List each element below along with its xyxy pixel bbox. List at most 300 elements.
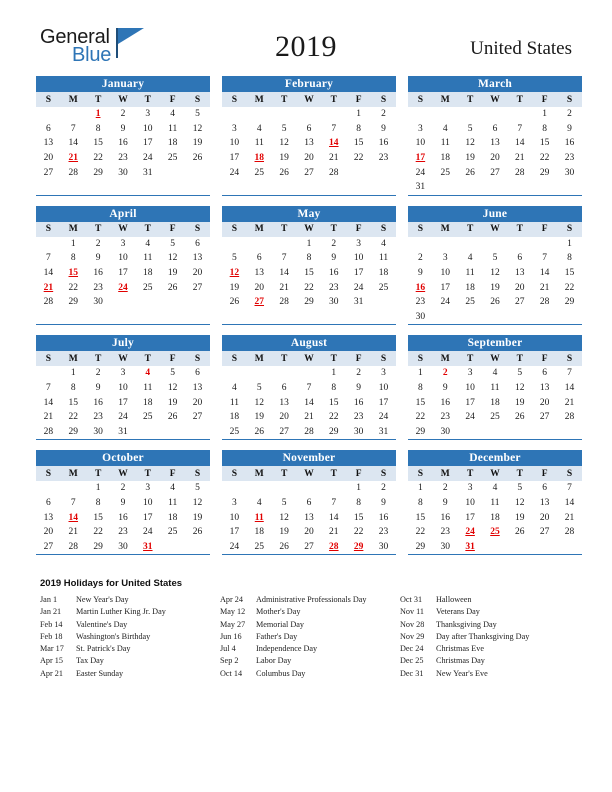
empty-day-cell <box>36 366 61 381</box>
holiday-name: St. Patrick's Day <box>76 644 131 654</box>
day-cell: 30 <box>378 541 389 552</box>
day-cell: 14 <box>304 397 314 408</box>
holiday-day-cell: 29 <box>353 541 364 552</box>
weekday-header-cell: S <box>557 351 582 366</box>
day-cell: 5 <box>170 368 176 379</box>
day-cell: 4 <box>467 253 473 264</box>
day-cell: 10 <box>229 138 240 149</box>
day-cell: 5 <box>517 483 523 494</box>
weekday-header-cell: T <box>86 466 111 481</box>
day-cell: 25 <box>167 527 178 538</box>
day-cell: 5 <box>467 123 473 134</box>
day-cell: 4 <box>170 483 176 494</box>
day-cell: 8 <box>418 383 423 394</box>
day-cell: 11 <box>143 383 153 394</box>
week-row <box>222 481 396 496</box>
day-cell: 2 <box>331 238 337 249</box>
week-row <box>36 280 210 295</box>
empty-day-cell <box>532 425 557 440</box>
day-cell: 16 <box>564 138 575 149</box>
day-cell: 19 <box>192 138 203 149</box>
day-cell: 26 <box>279 167 289 178</box>
holiday-date: May 12 <box>220 607 246 617</box>
week-row <box>36 165 210 180</box>
weekday-header-cell: S <box>371 351 396 366</box>
month-title: March <box>408 76 582 92</box>
empty-day-cell <box>222 481 247 496</box>
week-row <box>408 136 582 151</box>
day-cell: 8 <box>542 123 548 134</box>
day-cell: 2 <box>418 253 423 264</box>
day-cell: 1 <box>542 109 548 120</box>
day-cell: 6 <box>306 123 312 134</box>
day-cell: 15 <box>68 397 79 408</box>
empty-day-cell <box>185 295 210 310</box>
holiday-name: Christmas Eve <box>436 644 484 654</box>
holiday-day-cell: 27 <box>254 297 265 308</box>
day-cell: 24 <box>465 412 475 423</box>
week-row <box>408 280 582 295</box>
day-cell: 24 <box>440 297 451 308</box>
weekday-header-cell: S <box>371 466 396 481</box>
weekday-header-cell: T <box>272 466 297 481</box>
holiday-name: Veterans Day <box>436 607 480 617</box>
day-cell: 26 <box>465 167 475 178</box>
empty-day-cell <box>135 295 160 310</box>
day-cell: 27 <box>43 167 54 178</box>
day-cell: 21 <box>43 412 54 423</box>
day-cell: 21 <box>515 153 525 164</box>
month-days-table <box>408 351 582 439</box>
day-cell: 17 <box>440 282 451 293</box>
day-cell: 24 <box>353 282 364 293</box>
month-title: July <box>36 335 210 351</box>
weekday-header-cell: W <box>483 351 508 366</box>
day-cell: 25 <box>143 412 153 423</box>
day-cell: 15 <box>93 512 103 523</box>
holiday-day-cell: 14 <box>68 512 79 523</box>
day-cell: 17 <box>229 153 240 164</box>
empty-day-cell <box>532 237 557 252</box>
logo-text-blue: Blue <box>72 44 112 66</box>
day-cell: 7 <box>542 253 548 264</box>
day-cell: 13 <box>43 138 54 149</box>
weekday-header-cell: M <box>61 222 86 237</box>
day-cell: 25 <box>254 167 265 178</box>
day-cell: 16 <box>93 397 103 408</box>
day-cell: 12 <box>465 138 475 149</box>
weekday-header-cell: F <box>532 466 557 481</box>
month-days-table <box>408 92 582 195</box>
day-cell: 10 <box>143 123 153 134</box>
weekday-header-cell: M <box>433 351 458 366</box>
holiday-date: Sep 2 <box>220 656 239 666</box>
day-cell: 21 <box>304 412 314 423</box>
holiday-legend-row <box>220 594 400 606</box>
empty-day-cell <box>458 425 483 440</box>
week-row <box>222 151 396 166</box>
week-row <box>36 266 210 281</box>
day-cell: 17 <box>118 397 128 408</box>
month-block-november <box>222 450 396 555</box>
day-cell: 9 <box>95 253 101 264</box>
weekday-header-cell: M <box>433 92 458 107</box>
week-row <box>222 165 396 180</box>
empty-day-cell <box>185 165 210 180</box>
day-cell: 6 <box>256 253 262 264</box>
day-cell: 2 <box>120 109 126 120</box>
day-cell: 14 <box>564 497 575 508</box>
day-cell: 16 <box>118 138 128 149</box>
day-cell: 21 <box>564 512 575 523</box>
week-row <box>222 295 396 310</box>
holiday-day-cell: 24 <box>465 527 475 538</box>
day-cell: 19 <box>465 153 475 164</box>
month-days-table <box>36 222 210 310</box>
day-cell: 29 <box>329 426 339 437</box>
holiday-legend-row <box>40 606 220 618</box>
day-cell: 18 <box>143 268 153 279</box>
day-cell: 13 <box>539 383 550 394</box>
day-cell: 22 <box>68 412 79 423</box>
day-cell: 6 <box>195 238 200 249</box>
day-cell: 20 <box>304 153 314 164</box>
holiday-date: Mar 17 <box>40 644 64 654</box>
day-cell: 13 <box>192 383 203 394</box>
holiday-date: Feb 18 <box>40 631 63 641</box>
weekday-header-cell: F <box>346 92 371 107</box>
empty-day-cell <box>557 425 582 440</box>
day-cell: 18 <box>254 527 265 538</box>
week-row <box>222 107 396 122</box>
day-cell: 20 <box>192 397 203 408</box>
empty-day-cell <box>483 425 508 440</box>
day-cell: 3 <box>145 109 151 120</box>
weekday-header-cell: F <box>532 92 557 107</box>
day-cell: 7 <box>46 383 51 394</box>
day-cell: 13 <box>304 138 314 149</box>
day-cell: 16 <box>378 138 389 149</box>
weekday-header-cell: F <box>160 351 185 366</box>
month-title: February <box>222 76 396 92</box>
day-cell: 6 <box>492 123 498 134</box>
day-cell: 19 <box>254 412 265 423</box>
empty-day-cell <box>557 180 582 195</box>
day-cell: 30 <box>353 426 364 437</box>
day-cell: 13 <box>254 268 265 279</box>
day-cell: 4 <box>232 383 237 394</box>
holiday-legend-row <box>220 668 400 680</box>
weekday-header-cell: M <box>247 92 272 107</box>
day-cell: 11 <box>465 268 475 279</box>
holiday-day-cell: 11 <box>254 512 264 523</box>
week-row <box>36 395 210 410</box>
week-row <box>222 496 396 511</box>
holiday-name: Labor Day <box>256 656 292 666</box>
week-row <box>408 525 582 540</box>
month-title: August <box>222 335 396 351</box>
weekday-header-cell: T <box>458 466 483 481</box>
day-cell: 19 <box>279 527 289 538</box>
month-block-october <box>36 450 210 555</box>
month-block-august <box>222 335 396 440</box>
empty-day-cell <box>458 180 483 195</box>
week-row <box>36 410 210 425</box>
day-cell: 2 <box>442 483 448 494</box>
day-cell: 28 <box>68 167 79 178</box>
weekday-header-cell: S <box>557 222 582 237</box>
month-days-table <box>222 351 396 439</box>
day-cell: 16 <box>440 397 451 408</box>
day-cell: 30 <box>118 541 128 552</box>
day-cell: 18 <box>229 412 240 423</box>
weekday-header-row <box>36 466 210 481</box>
day-cell: 1 <box>70 238 76 249</box>
weekday-header-row <box>36 351 210 366</box>
day-cell: 10 <box>440 268 451 279</box>
day-cell: 6 <box>281 383 287 394</box>
empty-day-cell <box>557 539 582 554</box>
day-cell: 15 <box>564 268 575 279</box>
holiday-legend-row <box>400 606 580 618</box>
holiday-name: Valentine's Day <box>76 619 128 629</box>
day-cell: 30 <box>440 426 451 437</box>
month-block-june <box>408 206 582 326</box>
holiday-day-cell: 21 <box>43 282 54 293</box>
day-cell: 8 <box>567 253 572 264</box>
day-cell: 8 <box>95 497 101 508</box>
day-cell: 14 <box>43 268 54 279</box>
holiday-day-cell: 2 <box>442 368 448 379</box>
holiday-legend-row <box>220 643 400 655</box>
month-days-table <box>222 222 396 310</box>
weekday-header-row <box>36 92 210 107</box>
day-cell: 5 <box>492 253 498 264</box>
day-cell: 10 <box>353 253 364 264</box>
month-block-april <box>36 206 210 326</box>
day-cell: 7 <box>517 123 523 134</box>
empty-day-cell <box>222 107 247 122</box>
weekday-header-cell: S <box>36 92 61 107</box>
week-row <box>222 136 396 151</box>
week-row <box>408 510 582 525</box>
holiday-name: Easter Sunday <box>76 668 124 678</box>
weekday-header-cell: M <box>247 351 272 366</box>
weekday-header-cell: F <box>532 351 557 366</box>
weekday-header-cell: S <box>222 351 247 366</box>
weekday-header-row <box>222 351 396 366</box>
empty-day-cell <box>222 366 247 381</box>
weekday-header-cell: F <box>346 222 371 237</box>
day-cell: 7 <box>331 497 337 508</box>
day-cell: 29 <box>93 167 103 178</box>
day-cell: 9 <box>95 383 101 394</box>
day-cell: 24 <box>229 541 240 552</box>
day-cell: 6 <box>46 497 51 508</box>
week-row <box>36 295 210 310</box>
holiday-date: Apr 21 <box>40 668 63 678</box>
weekday-header-cell: F <box>346 351 371 366</box>
empty-day-cell <box>532 180 557 195</box>
day-cell: 27 <box>304 541 314 552</box>
day-cell: 26 <box>279 541 289 552</box>
weekday-header-cell: T <box>458 92 483 107</box>
week-row <box>408 251 582 266</box>
day-cell: 7 <box>70 123 76 134</box>
week-row <box>408 539 582 554</box>
week-row <box>222 510 396 525</box>
weekday-header-cell: S <box>557 92 582 107</box>
day-cell: 5 <box>281 497 287 508</box>
day-cell: 15 <box>329 397 339 408</box>
day-cell: 13 <box>539 497 550 508</box>
day-cell: 11 <box>378 253 389 264</box>
day-cell: 20 <box>192 268 203 279</box>
holidays-legend <box>40 578 580 680</box>
day-cell: 11 <box>490 497 500 508</box>
week-row <box>408 366 582 381</box>
day-cell: 7 <box>306 383 312 394</box>
holidays-legend-column <box>220 594 400 680</box>
day-cell: 16 <box>118 512 128 523</box>
weekday-header-cell: S <box>557 466 582 481</box>
day-cell: 19 <box>515 397 525 408</box>
day-cell: 7 <box>567 368 572 379</box>
day-cell: 29 <box>415 541 426 552</box>
day-cell: 22 <box>93 527 103 538</box>
day-cell: 21 <box>68 527 79 538</box>
day-cell: 1 <box>306 238 312 249</box>
week-row <box>408 266 582 281</box>
week-row <box>408 410 582 425</box>
weekday-header-row <box>222 466 396 481</box>
day-cell: 9 <box>120 497 126 508</box>
empty-day-cell <box>458 107 483 122</box>
day-cell: 7 <box>331 123 337 134</box>
empty-day-cell <box>532 539 557 554</box>
weekday-header-row <box>36 222 210 237</box>
month-days-table <box>222 92 396 180</box>
day-cell: 16 <box>93 268 103 279</box>
day-cell: 9 <box>356 383 362 394</box>
day-cell: 22 <box>329 412 339 423</box>
month-title: October <box>36 450 210 466</box>
week-row <box>408 381 582 396</box>
day-cell: 11 <box>229 397 239 408</box>
holiday-legend-row <box>220 655 400 667</box>
day-cell: 22 <box>415 412 426 423</box>
day-cell: 29 <box>415 426 426 437</box>
empty-day-cell <box>185 425 210 440</box>
month-days-table <box>36 351 210 439</box>
weekday-header-cell: T <box>86 92 111 107</box>
month-title: January <box>36 76 210 92</box>
day-cell: 7 <box>281 253 287 264</box>
day-cell: 13 <box>515 268 525 279</box>
day-cell: 29 <box>304 297 314 308</box>
empty-day-cell <box>247 237 272 252</box>
holiday-name: Martin Luther King Jr. Day <box>76 607 166 617</box>
day-cell: 9 <box>381 497 386 508</box>
day-cell: 17 <box>143 138 153 149</box>
day-cell: 23 <box>329 282 339 293</box>
day-cell: 5 <box>170 238 176 249</box>
day-cell: 13 <box>43 512 54 523</box>
weekday-header-cell: S <box>408 351 433 366</box>
day-cell: 9 <box>381 123 386 134</box>
day-cell: 1 <box>418 368 423 379</box>
day-cell: 17 <box>118 268 128 279</box>
week-row <box>222 410 396 425</box>
weekday-header-cell: T <box>86 222 111 237</box>
day-cell: 17 <box>143 512 153 523</box>
day-cell: 3 <box>442 253 448 264</box>
empty-day-cell <box>272 481 297 496</box>
day-cell: 12 <box>279 138 289 149</box>
day-cell: 9 <box>120 123 126 134</box>
day-cell: 14 <box>329 512 339 523</box>
day-cell: 9 <box>442 383 448 394</box>
holiday-date: Nov 29 <box>400 631 425 641</box>
day-cell: 28 <box>564 527 575 538</box>
day-cell: 27 <box>279 426 289 437</box>
week-row <box>408 295 582 310</box>
week-row <box>36 251 210 266</box>
day-cell: 3 <box>467 483 473 494</box>
day-cell: 24 <box>378 412 389 423</box>
weekday-header-cell: T <box>272 351 297 366</box>
weekday-header-cell: T <box>135 222 160 237</box>
month-block-february <box>222 76 396 196</box>
day-cell: 30 <box>564 167 575 178</box>
day-cell: 8 <box>356 497 362 508</box>
empty-day-cell <box>371 295 396 310</box>
empty-day-cell <box>36 481 61 496</box>
weekday-header-cell: S <box>36 351 61 366</box>
day-cell: 26 <box>490 297 500 308</box>
day-cell: 29 <box>68 426 79 437</box>
day-cell: 28 <box>329 167 339 178</box>
holiday-day-cell: 24 <box>118 282 128 293</box>
week-row <box>408 395 582 410</box>
day-cell: 10 <box>143 497 153 508</box>
day-cell: 1 <box>95 483 101 494</box>
day-cell: 22 <box>564 282 575 293</box>
empty-day-cell <box>61 107 86 122</box>
day-cell: 29 <box>564 297 575 308</box>
empty-day-cell <box>433 107 458 122</box>
weekday-header-cell: F <box>160 92 185 107</box>
day-cell: 4 <box>256 123 262 134</box>
holiday-date: Jul 4 <box>220 644 236 654</box>
weekday-header-cell: S <box>222 222 247 237</box>
weekday-header-cell: M <box>433 466 458 481</box>
weekday-header-cell: W <box>111 92 136 107</box>
weekday-header-cell: S <box>185 92 210 107</box>
day-cell: 21 <box>539 282 550 293</box>
weekday-header-cell: S <box>36 466 61 481</box>
day-cell: 28 <box>43 297 54 308</box>
holidays-legend-column <box>400 594 580 680</box>
holiday-legend-row <box>220 606 400 618</box>
day-cell: 4 <box>442 123 448 134</box>
holiday-legend-row <box>400 594 580 606</box>
day-cell: 15 <box>353 138 364 149</box>
day-cell: 19 <box>490 282 500 293</box>
day-cell: 23 <box>378 153 389 164</box>
weekday-header-cell: T <box>321 351 346 366</box>
empty-day-cell <box>160 425 185 440</box>
